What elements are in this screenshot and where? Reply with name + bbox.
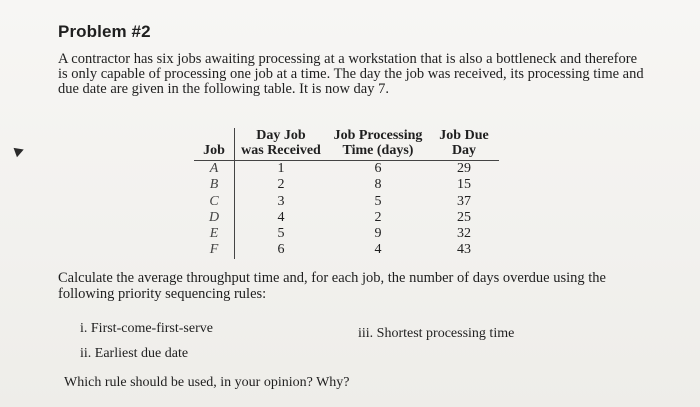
problem-statement: A contractor has six jobs awaiting processing at a workstation that is also a bottleneck and therefore is only capable of processing one job at a time. The day the job was received, its processing time and due date are given in the following table. It is now day 7. — [58, 51, 644, 97]
header-due-day: Job Due Day — [429, 128, 499, 161]
table-row: B 2 8 15 — [209, 177, 471, 193]
problem-title: Problem #2 — [58, 22, 151, 41]
table-row: E 5 9 32 — [209, 226, 471, 242]
table-header-row — [194, 128, 499, 161]
header-job: Job — [194, 128, 235, 161]
instructions: Calculate the average throughput time and, for each job, the number of days overdue using the following priority sequencing rules: — [58, 270, 606, 302]
rule-edd: ii. Earliest due date — [80, 346, 189, 361]
question: Which rule should be used, in your opinion? Why? — [64, 375, 350, 390]
table-row: C 3 5 37 — [209, 193, 471, 209]
table-row: D 4 2 25 — [208, 209, 471, 225]
mouse-cursor-icon — [14, 145, 26, 157]
header-processing-time: Job Processing Time (days) — [327, 128, 429, 161]
rule-fcfs: i. First-come-first-serve — [80, 321, 213, 336]
table-row: A 1 6 29 — [209, 161, 471, 176]
rule-spt: iii. Shortest processing time — [358, 326, 515, 341]
table-row: F 6 4 43 — [209, 242, 471, 258]
jobs-table — [194, 128, 499, 259]
header-day-received: Day Job was Received — [235, 128, 328, 161]
